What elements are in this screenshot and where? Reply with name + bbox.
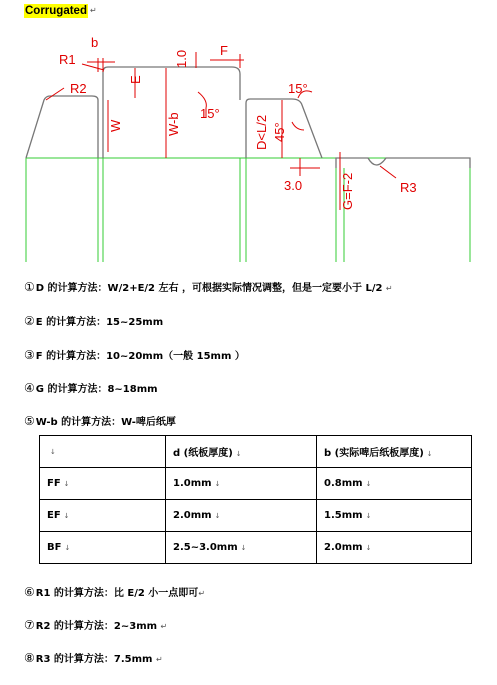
label-angle-15-left: 15° [200,106,220,121]
table-cell: BF ↓ [40,532,166,564]
label-g-equals-f-2: G=F-2 [340,172,355,210]
document-title: Corrugated [25,5,87,17]
label-r2: R2 [70,81,87,96]
paragraph-mark: ↵ [90,6,97,15]
table-cell: 0.8mm ↓ [317,468,472,500]
label-e: E [128,75,143,84]
item-7: ⑦R2 的计算方法：2~3mm ↵ [24,618,168,632]
label-thickness: 1.0 [174,49,189,68]
table-cell: 1.0mm ↓ [166,468,317,500]
item-3: ③F 的计算方法：10~20mm（一般 15mm ） [24,348,245,362]
item-8: ⑧R3 的计算方法：7.5mm ↵ [24,651,163,665]
label-w: W [108,119,123,132]
label-r1: R1 [59,52,76,67]
label-b: b [91,35,99,50]
table-header-cell: b (实际啤后纸板厚度) ↓ [317,436,472,468]
item-4: ④G 的计算方法：8~18mm [24,381,158,395]
table-cell: 2.0mm ↓ [317,532,472,564]
label-w-b: W-b [166,112,181,136]
item-1: ①D 的计算方法：W/2+E/2 左右 ，可根据实际情况调整，但是一定要小于 L/2 ↵ [24,280,393,294]
table-cell: FF ↓ [40,468,166,500]
table-cell: 2.0mm ↓ [166,500,317,532]
table-header-cell: d (纸板厚度) ↓ [166,436,317,468]
table-row [40,532,472,564]
table-cell: EF ↓ [40,500,166,532]
label-f: F [220,43,228,58]
item-2: ②E 的计算方法：15~25mm [24,314,164,328]
label-angle-45: 45° [272,122,287,142]
label-r3: R3 [400,180,417,195]
corrugated-tab-diagram [0,0,497,265]
table-cell: 1.5mm ↓ [317,500,472,532]
thickness-table [39,435,472,564]
table-row [40,500,472,532]
table-cell: 2.5~3.0mm ↓ [166,532,317,564]
item-6: ⑥R1 的计算方法：比 E/2 小一点即可↵ [24,585,206,599]
item-5: ⑤W-b 的计算方法：W-啤后纸厚 [24,414,176,428]
table-header-cell: ↓ [40,436,166,468]
label-angle-15-right: 15° [288,81,308,96]
table-header-row [40,436,472,468]
label-three: 3.0 [284,178,303,193]
table-row [40,468,472,500]
label-d-less-l2: D<L/2 [254,114,269,150]
